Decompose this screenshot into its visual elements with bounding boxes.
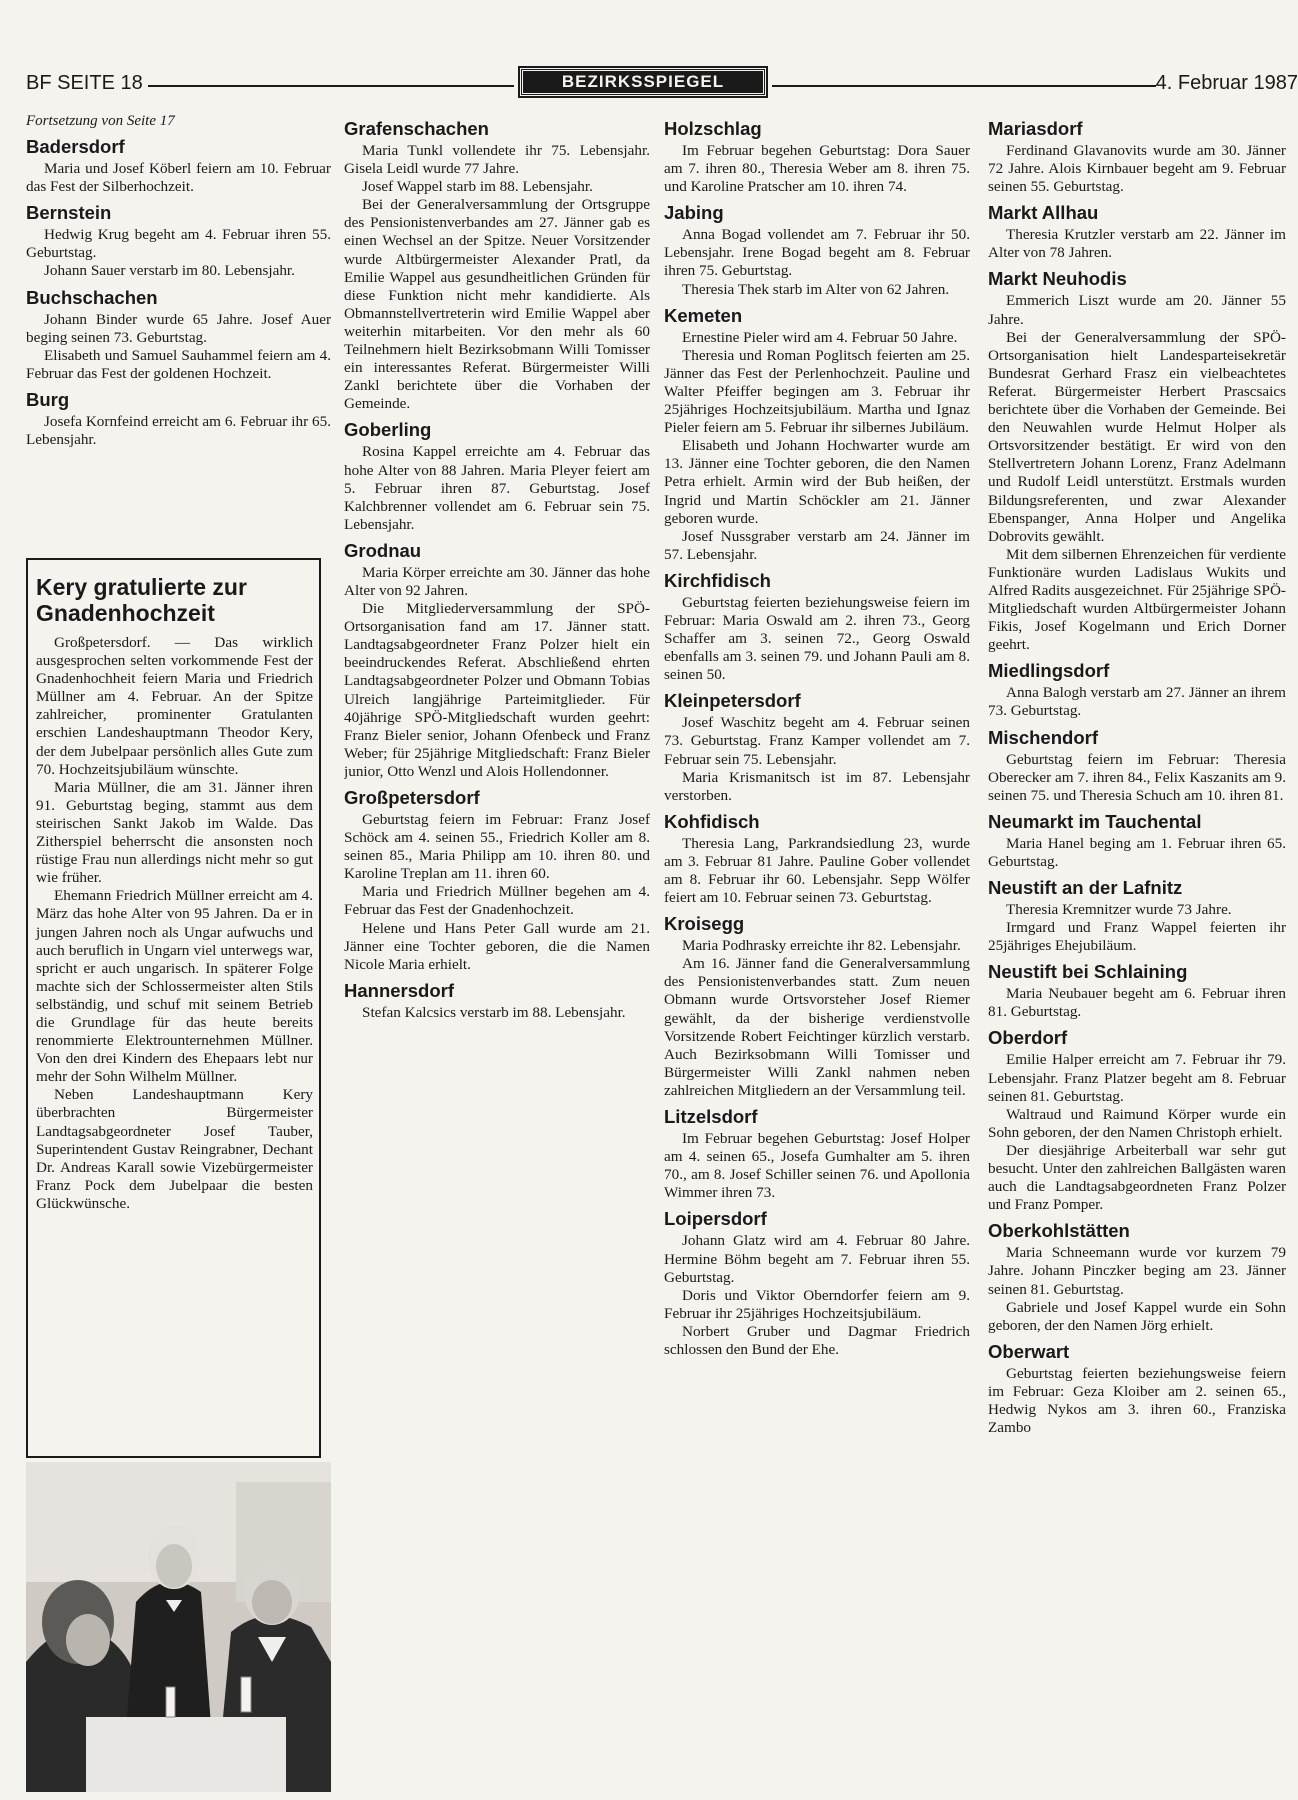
article-paragraph: Hedwig Krug begeht am 4. Februar ihren 55. Geburtstag.: [26, 226, 331, 262]
article-paragraph: Theresia Lang, Parkrandsiedlung 23, wurde am 3. Februar 81 Jahre. Pauline Gober vollendet am 8. Februar ihr 60. Lebensjahr. Sepp Wölfer feiert am 10. Februar seinen 73. Geburtstag.: [664, 834, 970, 907]
column-2: [344, 112, 650, 1672]
article-heading: Loipersdorf: [664, 1208, 767, 1230]
article-heading: Kohfidisch: [664, 810, 760, 832]
article-paragraph: Am 16. Jänner fand die Generalversammlung des Pensionistenverbandes statt. Zum neuen Obmann wurde Ortsvorsteher Josef Riemer gewählt, da der bisherige verdienstvolle Vorsitzende Robert Feichtinger kürzlich verstarb. Auch Bezirksobmann Willi Tomisser und Bürgermeister Willi Zankl nahmen neben zahlreichen Mitgliedern an der Versammlung teil.: [664, 955, 970, 1099]
article-heading: Mischendorf: [988, 726, 1098, 748]
column-3-articles: [664, 118, 970, 1359]
column-1-articles: [26, 136, 331, 449]
article-paragraph: Ferdinand Glavanovits wurde am 30. Jänner 72 Jahre. Alois Kirnbauer begeht am 9. Februar seinen 55. Geburtstag.: [988, 142, 1286, 196]
feature-headline: Kery gratulierte zur Gnadenhochzeit: [36, 574, 247, 626]
masthead-rule-right: [772, 85, 1156, 87]
article-heading: Markt Neuhodis: [988, 268, 1127, 290]
article-paragraph: Maria Tunkl vollendete ihr 75. Lebensjahr. Gisela Leidl wurde 77 Jahre.: [344, 142, 650, 178]
article-paragraph: Geburtstag feiern im Februar: Franz Josef Schöck am 4. seinen 55., Friedrich Koller am 8. seinen 85., Maria Philipp am 10. ihren 80. und Karoline Treplan am 11. ihren 60.: [344, 811, 650, 883]
article-heading: Neustift bei Schlaining: [988, 961, 1188, 983]
article-paragraph: Johann Sauer verstarb im 80. Lebensjahr.: [44, 262, 295, 280]
article-paragraph: Der diesjährige Arbeiterball war sehr gut besucht. Unter den zahlreichen Ballgästen waren auch die Landtagsabgeordneten Franz Polzer und Franz Pomper.: [988, 1141, 1286, 1214]
article-heading: Holzschlag: [664, 118, 762, 139]
article-heading: Litzelsdorf: [664, 1106, 758, 1128]
article-heading: Kirchfidisch: [664, 569, 771, 591]
article-paragraph: Emmerich Liszt wurde am 20. Jänner 55 Jahre.: [988, 292, 1286, 328]
article-paragraph: Mit dem silbernen Ehrenzeichen für verdiente Funktionäre wurden Ladislaus Wukits und Alfred Radits ausgezeichnet. Für 25jährige SPÖ-Mitgliedschaft wurden Altbürgermeister Johann Fikis, Josef Kogelmann und Erich Dorner geehrt.: [988, 545, 1286, 654]
article-paragraph: Josefa Kornfeind erreicht am 6. Februar ihr 65. Lebensjahr.: [26, 412, 331, 449]
article-paragraph: Bei der Generalversammlung der Ortsgruppe des Pensionistenverbandes am 27. Jänner gab es einen Wechsel an der Spitze. Neuer Vorsitzender wurde Altbürgermeister Alexander Pratl, da Emilie Wappel aus gesundheitlichen Gründen für diese Funktion nicht mehr kandidierte. Als Obmannstellvertreterin wird Emilie Wappel aber weiterhin mitarbeiten. Vor den mehr als 60 Teilnehmern hielt Bezirksobmann Willi Tomisser ein interessantes Referat. Bürgermeister Willi Zankl berichtete über die Vorhaben der Gemeinde.: [344, 196, 650, 413]
article-paragraph: Josef Waschitz begeht am 4. Februar seinen 73. Geburtstag. Franz Kamper vollendet am 7. Februar sein 75. Lebensjahr.: [664, 714, 970, 768]
article-paragraph: Maria Schneemann wurde vor kurzem 79 Jahre. Johann Pinczker beging am 23. Jänner seinen 81. Geburtstag.: [988, 1244, 1286, 1298]
column-1: [26, 112, 331, 552]
article-paragraph: Geburtstag feiern im Februar: Theresia Oberecker am 7. ihren 84., Felix Kaszanits am 9. seinen 75. und Theresia Schuch am 10. ihren 81.: [988, 750, 1286, 804]
article-paragraph: Doris und Viktor Oberndorfer feiern am 9. Februar ihr 25jähriges Hochzeitsjubiläum.: [664, 1286, 970, 1322]
article-heading: Bernstein: [26, 202, 112, 224]
article-paragraph: Elisabeth und Samuel Sauhammel feiern am 4. Februar das Fest der goldenen Hochzeit.: [26, 346, 331, 382]
article-heading: Neumarkt im Tauchental: [988, 810, 1202, 832]
article-heading: Kleinpetersdorf: [664, 690, 801, 712]
feature-photo: [26, 1462, 331, 1792]
article-paragraph: Johann Binder wurde 65 Jahre. Josef Auer beging seinen 73. Geburtstag.: [26, 310, 331, 346]
article-paragraph: Theresia Thek starb im Alter von 62 Jahren.: [682, 280, 950, 298]
photo-illustration: [26, 1462, 331, 1792]
article-heading: Oberdorf: [988, 1027, 1068, 1049]
article-heading: Kemeten: [664, 304, 743, 326]
article-heading: Burg: [26, 388, 70, 410]
article-paragraph: Anna Balogh verstarb am 27. Jänner an ihrem 73. Geburtstag.: [988, 684, 1286, 720]
article-heading: Kroisegg: [664, 913, 745, 935]
column-3: [664, 112, 970, 1672]
article-paragraph: Gabriele und Josef Kappel wurde ein Sohn geboren, der den Namen Jörg erhielt.: [988, 1298, 1286, 1334]
article-paragraph: Rosina Kappel erreichte am 4. Februar das hohe Alter von 88 Jahren. Maria Pleyer feiert am 5. Februar ihren 87. Geburtstag. Josef Kalchbrenner vollendet am 6. Februar sein 75. Lebensjahr.: [344, 443, 650, 533]
article-paragraph: Josef Nussgraber verstarb am 24. Jänner im 57. Lebensjahr.: [664, 527, 970, 563]
article-paragraph: Ernestine Pieler wird am 4. Februar 50 Jahre.: [682, 328, 958, 346]
article-heading: Markt Allhau: [988, 202, 1099, 224]
article-paragraph: Im Februar begehen Geburtstag: Josef Holper am 4. seinen 65., Josefa Gumhalter am 5. ihren 70., am 8. Josef Schiller seinen 76. und Apollonia Wimmer ihren 73.: [664, 1130, 970, 1202]
article-heading: Buchschachen: [26, 286, 158, 308]
article-heading: Grafenschachen: [344, 118, 489, 139]
article-heading: Hannersdorf: [344, 979, 454, 1001]
article-heading: Grodnau: [344, 539, 422, 561]
feature-paragraph: Neben Landeshauptmann Kery überbrachten Bürgermeister Landtagsabgeordneter Josef Tauber, Superintendent Gustav Reingrabner, Dechant Dr. Andreas Karall sowie Vizebürgermeister Franz Pock dem Jubelpaar die besten Glückwünsche.: [36, 1086, 313, 1212]
feature-paragraph: Großpetersdorf. — Das wirklich ausgesprochen selten vorkommende Fest der Gnadenhochheit feiern Maria und Friedrich Müllner am 4. Februar. An der Spitze zahlreicher, prominenter Gratulanten erschien Landeshauptmann Theodor Kery, der dem Jubelpaar persönlich alles Gute zum 70. Hochzeitsjubiläum wünschte.: [36, 634, 313, 778]
article-heading: Oberwart: [988, 1340, 1070, 1362]
article-paragraph: Theresia Krutzler verstarb am 22. Jänner im Alter von 78 Jahren.: [988, 226, 1286, 262]
article-paragraph: Josef Wappel starb im 88. Lebensjahr.: [362, 178, 593, 196]
article-paragraph: Bei der Generalversammlung der SPÖ-Ortsorganisation hielt Landesparteisekretär Bundesrat Gerhard Frasz ein vielbeachtetes Referat. Bürgermeister Herbert Prascsaics berichtete über die Vorhaben der Gemeinde. Bei den Neuwahlen wurde Helmut Holper als Ortsvorsitzender bestätigt. Er wird von den Stellvertretern Johann Lorenz, Franz Adelmann und Rudolf Leidl unterstützt. Erstmals wurden Bildungsreferenten, und zwar Alexander Ebenspanger, Anna Holper und Angelika Dobrovits gewählt.: [988, 328, 1286, 545]
article-paragraph: Helene und Hans Peter Gall wurde am 21. Jänner eine Tochter geboren, die die Namen Nicole Maria erhielt.: [344, 919, 650, 973]
article-heading: Mariasdorf: [988, 118, 1083, 139]
article-paragraph: Maria Körper erreichte am 30. Jänner das hohe Alter von 92 Jahren.: [344, 563, 650, 599]
article-paragraph: Die Mitgliederversammlung der SPÖ-Ortsorganisation fand am 17. Jänner statt. Landtagsabgeordneter Franz Polzer hielt ein beeindruckendes Referat. Abschließend ehrten Landtagsabgeordneter Polzer und Obmann Tobias Ulreich langjährige Parteimitglieder. Für 40jährige SPÖ-Mitgliedschaft wurden geehrt: Franz Bieler senior, Johann Ofenbeck und Franz Weber; für 25jährige Mitgliedschaft: Franz Bieler junior, Otto Wenzl und Alois Hollendonner.: [344, 600, 650, 780]
column-4: [988, 112, 1286, 1672]
article-paragraph: Johann Glatz wird am 4. Februar 80 Jahre. Hermine Böhm begeht am 7. Februar ihren 55. Geburtstag.: [664, 1232, 970, 1286]
article-paragraph: Maria Krismanitsch ist im 87. Lebensjahr verstorben.: [664, 768, 970, 804]
page-number: BF SEITE 18: [26, 72, 143, 94]
article-paragraph: Emilie Halper erreicht am 7. Februar ihr 79. Lebensjahr. Franz Platzer begeht am 8. Februar seinen 81. Geburtstag.: [988, 1051, 1286, 1105]
article-heading: Oberkohlstätten: [988, 1220, 1130, 1242]
article-paragraph: Geburtstag feierten beziehungsweise feiern im Februar: Geza Kloiber am 2. seinen 65., Hedwig Nykos am 3. ihren 60., Franziska Zambo: [988, 1364, 1286, 1437]
article-paragraph: Anna Bogad vollendet am 7. Februar ihr 50. Lebensjahr. Irene Bogad begeht am 8. Februar ihren 75. Geburtstag.: [664, 226, 970, 280]
article-paragraph: Waltraud und Raimund Körper wurde ein Sohn geboren, der den Namen Christoph erhielt.: [988, 1105, 1286, 1141]
feature-article-box: [26, 558, 321, 1458]
article-paragraph: Stefan Kalcsics verstarb im 88. Lebensjahr.: [362, 1003, 626, 1021]
article-paragraph: Theresia und Roman Poglitsch feierten am 25. Jänner das Fest der Perlenhochzeit. Pauline und Walter Pfeiffer begingen am 3. Februar ihr 25jähriges Hochzeitsjubiläum. Martha und Ignaz Pieler feiern am 5. Februar ihr silbernes Jubiläum.: [664, 346, 970, 437]
article-heading: Neustift an der Lafnitz: [988, 877, 1183, 898]
article-paragraph: Geburtstag feierten beziehungsweise feiern im Februar: Maria Oswald am 2. ihren 73., Georg Schaffer am 3. seinen 72., Georg Oswald ebenfalls am 3. seinen 79. und Johann Pauli am 8. seinen 50.: [664, 593, 970, 684]
feature-body: [36, 634, 313, 1213]
masthead: [26, 68, 1298, 102]
article-heading: Badersdorf: [26, 136, 125, 158]
article-paragraph: Maria und Josef Köberl feiern am 10. Februar das Fest der Silberhochzeit.: [26, 160, 331, 196]
issue-date: 4. Februar 1987: [1155, 72, 1298, 94]
column-4-articles: [988, 118, 1286, 1437]
article-heading: Miedlingsdorf: [988, 660, 1110, 682]
article-heading: Goberling: [344, 419, 432, 441]
column-2-articles: [344, 118, 650, 1022]
continuation-note: Fortsetzung von Seite 17: [26, 113, 175, 129]
article-paragraph: Norbert Gruber und Dagmar Friedrich schlossen den Bund der Ehe.: [664, 1322, 970, 1358]
article-paragraph: Im Februar begehen Geburtstag: Dora Sauer am 7. ihren 80., Theresia Weber am 8. ihren 75. und Karoline Pratscher am 10. ihren 74.: [664, 142, 970, 196]
article-paragraph: Maria Hanel beging am 1. Februar ihren 65. Geburtstag.: [988, 834, 1286, 870]
article-paragraph: Maria Neubauer begeht am 6. Februar ihren 81. Geburtstag.: [988, 985, 1286, 1021]
masthead-rule-left: [148, 85, 514, 87]
article-heading: Jabing: [664, 202, 724, 224]
article-heading: Großpetersdorf: [344, 787, 480, 808]
article-paragraph: Maria und Friedrich Müllner begehen am 4. Februar das Fest der Gnadenhochzeit.: [344, 883, 650, 919]
section-banner: [520, 68, 766, 96]
article-paragraph: Maria Podhrasky erreichte ihr 82. Lebensjahr.: [682, 937, 961, 955]
article-paragraph: Theresia Kremnitzer wurde 73 Jahre.: [1006, 901, 1232, 918]
section-title: BEZIRKSSPIEGEL: [561, 72, 725, 91]
article-paragraph: Elisabeth und Johann Hochwarter wurde am 13. Jänner eine Tochter geboren, die den Namen Petra erhielt. Armin wird der Bub heißen, der Ingrid und Martin Schöckler am 21. Jänner geboren wurde.: [664, 437, 970, 527]
article-paragraph: Irmgard und Franz Wappel feierten ihr 25jähriges Ehejubiläum.: [988, 919, 1286, 955]
feature-paragraph: Ehemann Friedrich Müllner erreicht am 4. März das hohe Alter von 95 Jahren. Da er in jungen Jahren noch als Ungar aufwuchs und auch beruflich in Ungarn viel unterwegs war, spricht er auch ungarisch. In späterer Folge machte sich der Schlossermeister alten Stils selbständig, und schuf mit seinem Betrieb die Grundlage für das heute bereits renommierte Elektrounternehmen Müllner. Von den drei Kindern des Ehepaars lebt nur mehr der Sohn Wilhelm Müllner.: [36, 887, 313, 1086]
feature-paragraph: Maria Müllner, die am 31. Jänner ihren 91. Geburtstag beging, stammt aus dem steirischen Sankt Jakob im Walde. Das Zitherspiel beherrscht die ansonsten noch rüstige Frau nun allerdings nicht mehr so gut wie früher.: [36, 778, 313, 887]
